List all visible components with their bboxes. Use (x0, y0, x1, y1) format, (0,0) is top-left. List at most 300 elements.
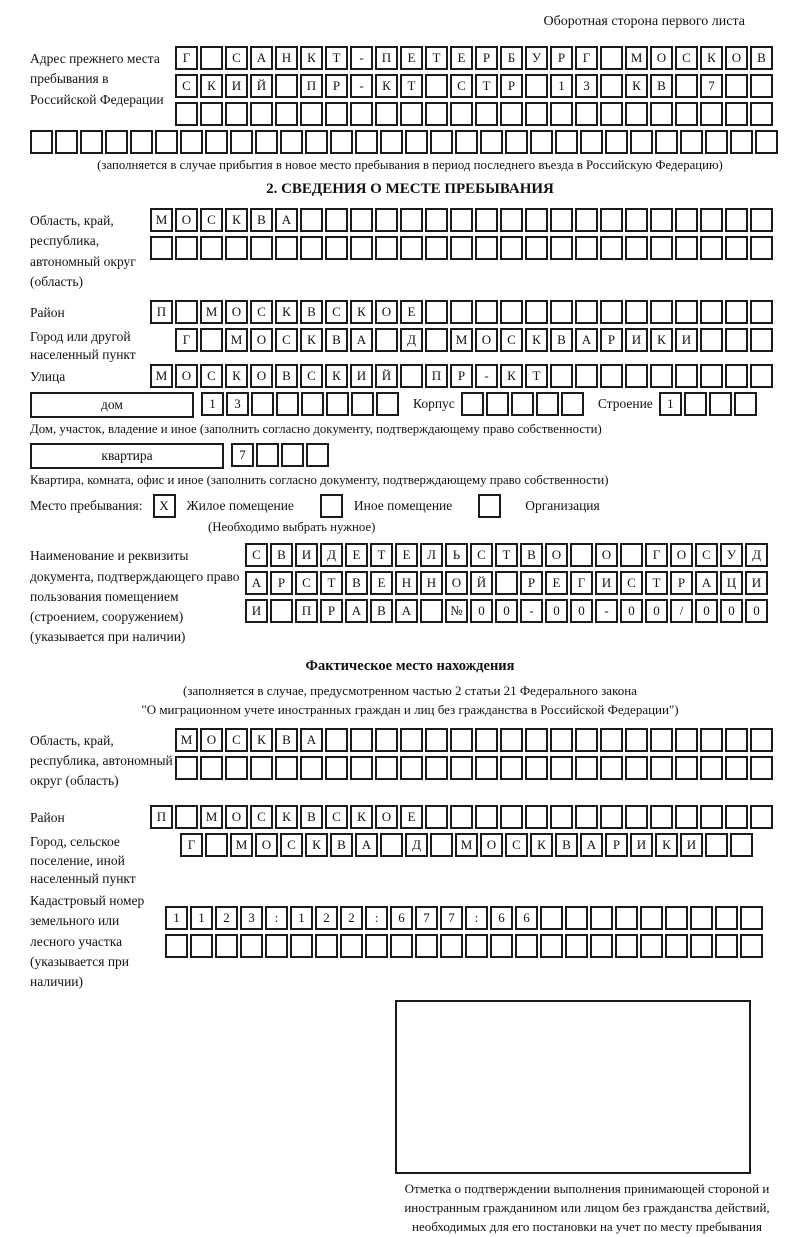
char-box[interactable] (315, 934, 338, 958)
char-box[interactable]: : (365, 906, 388, 930)
char-box[interactable]: К (350, 805, 373, 829)
char-box[interactable] (330, 130, 353, 154)
char-box[interactable]: Т (425, 46, 448, 70)
char-box[interactable] (675, 728, 698, 752)
char-box[interactable]: А (580, 833, 603, 857)
char-box[interactable]: К (250, 728, 273, 752)
char-box[interactable]: О (475, 328, 498, 352)
char-box[interactable]: 3 (226, 392, 249, 416)
char-box[interactable]: 6 (515, 906, 538, 930)
char-box[interactable]: Т (475, 74, 498, 98)
char-box[interactable] (320, 494, 343, 518)
char-box[interactable] (700, 756, 723, 780)
char-box[interactable]: С (225, 46, 248, 70)
char-box[interactable] (205, 833, 228, 857)
char-box[interactable] (540, 906, 563, 930)
char-box[interactable]: И (295, 543, 318, 567)
char-box[interactable]: Т (370, 543, 393, 567)
char-box[interactable]: О (200, 728, 223, 752)
char-box[interactable]: С (450, 74, 473, 98)
char-box[interactable]: И (625, 328, 648, 352)
char-box[interactable]: В (520, 543, 543, 567)
char-box[interactable]: Д (320, 543, 343, 567)
char-box[interactable] (684, 392, 707, 416)
char-box[interactable] (30, 130, 53, 154)
char-box[interactable] (750, 300, 773, 324)
char-box[interactable]: № (445, 599, 468, 623)
char-box[interactable]: Р (500, 74, 523, 98)
char-box[interactable] (425, 74, 448, 98)
char-box[interactable]: П (150, 805, 173, 829)
char-box[interactable] (750, 328, 773, 352)
char-box[interactable]: С (505, 833, 528, 857)
char-box[interactable] (650, 102, 673, 126)
char-box[interactable]: О (375, 805, 398, 829)
char-box[interactable] (200, 756, 223, 780)
char-box[interactable]: К (300, 328, 323, 352)
char-box[interactable] (640, 906, 663, 930)
char-box[interactable] (650, 364, 673, 388)
char-box[interactable]: 1 (190, 906, 213, 930)
char-box[interactable] (350, 236, 373, 260)
char-box[interactable]: В (300, 805, 323, 829)
char-box[interactable] (275, 756, 298, 780)
char-box[interactable]: М (455, 833, 478, 857)
char-box[interactable] (400, 102, 423, 126)
char-box[interactable]: М (200, 300, 223, 324)
char-box[interactable] (290, 934, 313, 958)
char-box[interactable] (525, 74, 548, 98)
char-box[interactable] (625, 728, 648, 752)
char-box[interactable]: М (225, 328, 248, 352)
char-box[interactable]: Т (525, 364, 548, 388)
char-box[interactable] (450, 300, 473, 324)
char-box[interactable]: Й (250, 74, 273, 98)
char-box[interactable]: К (625, 74, 648, 98)
char-box[interactable] (400, 236, 423, 260)
char-box[interactable]: А (250, 46, 273, 70)
char-box[interactable]: 3 (240, 906, 263, 930)
char-box[interactable]: И (225, 74, 248, 98)
char-box[interactable] (665, 906, 688, 930)
char-box[interactable] (565, 934, 588, 958)
char-box[interactable]: 6 (490, 906, 513, 930)
char-box[interactable] (475, 805, 498, 829)
char-box[interactable] (650, 236, 673, 260)
char-box[interactable]: 7 (415, 906, 438, 930)
char-box[interactable] (750, 208, 773, 232)
char-box[interactable] (215, 934, 238, 958)
char-box[interactable] (306, 443, 329, 467)
char-box[interactable] (350, 102, 373, 126)
char-box[interactable]: К (225, 208, 248, 232)
char-box[interactable] (380, 833, 403, 857)
char-box[interactable] (475, 300, 498, 324)
char-box[interactable] (750, 728, 773, 752)
char-box[interactable] (425, 728, 448, 752)
char-box[interactable]: К (655, 833, 678, 857)
char-box[interactable] (175, 805, 198, 829)
char-box[interactable] (275, 74, 298, 98)
char-box[interactable] (400, 728, 423, 752)
char-box[interactable]: А (300, 728, 323, 752)
char-box[interactable] (700, 328, 723, 352)
char-box[interactable] (175, 756, 198, 780)
char-box[interactable] (250, 756, 273, 780)
char-box[interactable] (725, 208, 748, 232)
char-box[interactable]: А (395, 599, 418, 623)
char-box[interactable] (486, 392, 509, 416)
char-box[interactable]: В (270, 543, 293, 567)
char-box[interactable]: В (555, 833, 578, 857)
char-box[interactable] (380, 130, 403, 154)
char-box[interactable] (575, 756, 598, 780)
char-box[interactable]: Е (345, 543, 368, 567)
char-box[interactable] (478, 494, 501, 518)
char-box[interactable] (555, 130, 578, 154)
char-box[interactable] (625, 236, 648, 260)
char-box[interactable] (200, 46, 223, 70)
char-box[interactable] (425, 208, 448, 232)
char-box[interactable] (255, 130, 278, 154)
char-box[interactable] (200, 328, 223, 352)
char-box[interactable]: П (300, 74, 323, 98)
char-box[interactable]: И (745, 571, 768, 595)
char-box[interactable] (709, 392, 732, 416)
char-box[interactable]: А (245, 571, 268, 595)
char-box[interactable] (280, 130, 303, 154)
char-box[interactable] (425, 236, 448, 260)
char-box[interactable] (675, 300, 698, 324)
char-box[interactable] (325, 756, 348, 780)
char-box[interactable]: Т (495, 543, 518, 567)
char-box[interactable]: В (275, 728, 298, 752)
char-box[interactable]: Л (420, 543, 443, 567)
char-box[interactable]: Н (275, 46, 298, 70)
char-box[interactable] (105, 130, 128, 154)
char-box[interactable] (225, 102, 248, 126)
char-box[interactable] (530, 130, 553, 154)
char-box[interactable] (350, 208, 373, 232)
char-box[interactable] (725, 328, 748, 352)
char-box[interactable] (275, 102, 298, 126)
char-box[interactable]: 1 (165, 906, 188, 930)
char-box[interactable] (500, 805, 523, 829)
char-box[interactable] (600, 102, 623, 126)
char-box[interactable] (575, 236, 598, 260)
char-box[interactable] (750, 74, 773, 98)
char-box[interactable] (475, 208, 498, 232)
char-box[interactable]: С (325, 300, 348, 324)
char-box[interactable] (615, 906, 638, 930)
char-box[interactable] (365, 934, 388, 958)
char-box[interactable] (200, 102, 223, 126)
char-box[interactable] (570, 543, 593, 567)
char-box[interactable]: М (175, 728, 198, 752)
char-box[interactable] (600, 74, 623, 98)
char-box[interactable] (200, 236, 223, 260)
char-box[interactable]: К (275, 300, 298, 324)
char-box[interactable] (750, 756, 773, 780)
char-box[interactable] (675, 74, 698, 98)
char-box[interactable] (600, 46, 623, 70)
char-box[interactable] (375, 236, 398, 260)
char-box[interactable]: К (700, 46, 723, 70)
char-box[interactable]: С (250, 300, 273, 324)
char-box[interactable] (755, 130, 778, 154)
char-box[interactable]: С (275, 328, 298, 352)
char-box[interactable]: О (255, 833, 278, 857)
char-box[interactable]: К (525, 328, 548, 352)
char-box[interactable]: К (500, 364, 523, 388)
char-box[interactable] (275, 236, 298, 260)
char-box[interactable] (190, 934, 213, 958)
char-box[interactable] (511, 392, 534, 416)
char-box[interactable]: М (230, 833, 253, 857)
char-box[interactable]: М (625, 46, 648, 70)
char-box[interactable] (450, 208, 473, 232)
char-box[interactable] (600, 364, 623, 388)
char-box[interactable] (600, 208, 623, 232)
char-box[interactable]: С (175, 74, 198, 98)
char-box[interactable]: Й (375, 364, 398, 388)
char-box[interactable] (575, 805, 598, 829)
char-box[interactable] (250, 102, 273, 126)
char-box[interactable]: Ь (445, 543, 468, 567)
char-box[interactable] (690, 906, 713, 930)
char-box[interactable]: Т (325, 46, 348, 70)
char-box[interactable]: 0 (545, 599, 568, 623)
char-box[interactable] (525, 728, 548, 752)
char-box[interactable] (640, 934, 663, 958)
char-box[interactable] (375, 208, 398, 232)
char-box[interactable] (55, 130, 78, 154)
char-box[interactable]: О (175, 208, 198, 232)
char-box[interactable]: А (695, 571, 718, 595)
char-box[interactable] (750, 236, 773, 260)
char-box[interactable]: Р (450, 364, 473, 388)
char-box[interactable] (675, 208, 698, 232)
char-box[interactable]: Е (400, 300, 423, 324)
char-box[interactable] (650, 208, 673, 232)
char-box[interactable]: М (450, 328, 473, 352)
char-box[interactable] (675, 364, 698, 388)
char-box[interactable] (350, 756, 373, 780)
char-box[interactable]: Г (175, 46, 198, 70)
char-box[interactable] (480, 130, 503, 154)
char-box[interactable] (650, 728, 673, 752)
char-box[interactable] (725, 102, 748, 126)
char-box[interactable]: А (575, 328, 598, 352)
char-box[interactable]: В (550, 328, 573, 352)
char-box[interactable] (175, 102, 198, 126)
char-box[interactable] (276, 392, 299, 416)
char-box[interactable] (675, 756, 698, 780)
char-box[interactable]: Е (450, 46, 473, 70)
char-box[interactable]: К (305, 833, 328, 857)
char-box[interactable]: С (620, 571, 643, 595)
char-box[interactable] (256, 443, 279, 467)
char-box[interactable] (625, 364, 648, 388)
char-box[interactable]: А (345, 599, 368, 623)
char-box[interactable]: 1 (290, 906, 313, 930)
char-box[interactable] (750, 805, 773, 829)
char-box[interactable] (250, 236, 273, 260)
char-box[interactable]: О (480, 833, 503, 857)
char-box[interactable]: К (200, 74, 223, 98)
char-box[interactable]: Д (745, 543, 768, 567)
char-box[interactable] (325, 102, 348, 126)
char-box[interactable]: 2 (215, 906, 238, 930)
char-box[interactable] (750, 364, 773, 388)
char-box[interactable] (600, 236, 623, 260)
char-box[interactable] (740, 934, 763, 958)
char-box[interactable] (425, 102, 448, 126)
char-box[interactable] (425, 805, 448, 829)
char-box[interactable] (301, 392, 324, 416)
char-box[interactable] (325, 236, 348, 260)
char-box[interactable]: С (280, 833, 303, 857)
char-box[interactable]: Д (405, 833, 428, 857)
char-box[interactable] (150, 236, 173, 260)
char-box[interactable]: Р (600, 328, 623, 352)
char-box[interactable] (405, 130, 428, 154)
char-box[interactable]: 7 (440, 906, 463, 930)
char-box[interactable]: У (525, 46, 548, 70)
char-box[interactable]: М (150, 364, 173, 388)
char-box[interactable]: 7 (231, 443, 254, 467)
char-box[interactable]: Е (545, 571, 568, 595)
char-box[interactable]: : (465, 906, 488, 930)
char-box[interactable]: Й (470, 571, 493, 595)
char-box[interactable]: О (250, 328, 273, 352)
char-box[interactable]: П (150, 300, 173, 324)
char-box[interactable] (630, 130, 653, 154)
char-box[interactable]: О (225, 300, 248, 324)
char-box[interactable] (650, 756, 673, 780)
char-box[interactable]: С (470, 543, 493, 567)
char-box[interactable] (625, 102, 648, 126)
char-box[interactable] (725, 728, 748, 752)
char-box[interactable] (300, 756, 323, 780)
char-box[interactable]: К (300, 46, 323, 70)
char-box[interactable]: С (295, 571, 318, 595)
char-box[interactable] (525, 805, 548, 829)
char-box[interactable]: 0 (720, 599, 743, 623)
char-box[interactable]: - (350, 46, 373, 70)
char-box[interactable] (420, 599, 443, 623)
char-box[interactable]: : (265, 906, 288, 930)
char-box[interactable]: А (350, 328, 373, 352)
char-box[interactable]: 2 (340, 906, 363, 930)
char-box[interactable]: Г (645, 543, 668, 567)
char-box[interactable] (455, 130, 478, 154)
char-box[interactable] (525, 236, 548, 260)
char-box[interactable]: Р (325, 74, 348, 98)
char-box[interactable] (450, 756, 473, 780)
char-box[interactable] (730, 130, 753, 154)
char-box[interactable]: К (275, 805, 298, 829)
char-box[interactable] (615, 934, 638, 958)
char-box[interactable] (450, 236, 473, 260)
char-box[interactable]: П (295, 599, 318, 623)
char-box[interactable] (500, 300, 523, 324)
char-box[interactable]: 1 (550, 74, 573, 98)
char-box[interactable] (130, 130, 153, 154)
char-box[interactable]: - (595, 599, 618, 623)
char-box[interactable]: Н (395, 571, 418, 595)
char-box[interactable] (680, 130, 703, 154)
char-box[interactable] (325, 208, 348, 232)
char-box[interactable] (500, 728, 523, 752)
char-box[interactable] (390, 934, 413, 958)
char-box[interactable] (230, 130, 253, 154)
char-box[interactable] (351, 392, 374, 416)
char-box[interactable]: 1 (659, 392, 682, 416)
char-box[interactable] (540, 934, 563, 958)
char-box[interactable]: С (250, 805, 273, 829)
char-box[interactable]: В (250, 208, 273, 232)
char-box[interactable]: 6 (390, 906, 413, 930)
char-box[interactable] (550, 236, 573, 260)
char-box[interactable]: М (200, 805, 223, 829)
char-box[interactable] (300, 102, 323, 126)
char-box[interactable]: Г (575, 46, 598, 70)
char-box[interactable] (505, 130, 528, 154)
char-box[interactable] (605, 130, 628, 154)
char-box[interactable]: У (720, 543, 743, 567)
char-box[interactable] (175, 300, 198, 324)
char-box[interactable] (450, 102, 473, 126)
char-box[interactable]: Р (270, 571, 293, 595)
char-box[interactable] (550, 756, 573, 780)
char-box[interactable] (251, 392, 274, 416)
char-box[interactable] (600, 728, 623, 752)
char-box[interactable] (165, 934, 188, 958)
char-box[interactable]: О (175, 364, 198, 388)
char-box[interactable] (750, 102, 773, 126)
char-box[interactable]: С (675, 46, 698, 70)
char-box[interactable] (700, 208, 723, 232)
char-box[interactable] (500, 208, 523, 232)
char-box[interactable]: С (500, 328, 523, 352)
char-box[interactable] (575, 208, 598, 232)
char-box[interactable]: О (250, 364, 273, 388)
char-box[interactable]: И (350, 364, 373, 388)
char-box[interactable] (550, 364, 573, 388)
char-box[interactable] (500, 236, 523, 260)
char-box[interactable]: 0 (495, 599, 518, 623)
char-box[interactable]: С (200, 208, 223, 232)
char-box[interactable] (225, 236, 248, 260)
char-box[interactable]: В (325, 328, 348, 352)
char-box[interactable]: С (225, 728, 248, 752)
char-box[interactable] (600, 805, 623, 829)
char-box[interactable] (730, 833, 753, 857)
char-box[interactable]: Р (475, 46, 498, 70)
char-box[interactable] (705, 833, 728, 857)
char-box[interactable] (575, 364, 598, 388)
char-box[interactable]: А (355, 833, 378, 857)
char-box[interactable]: С (200, 364, 223, 388)
char-box[interactable]: Д (400, 328, 423, 352)
char-box[interactable]: С (245, 543, 268, 567)
char-box[interactable] (450, 805, 473, 829)
char-box[interactable]: О (375, 300, 398, 324)
char-box[interactable]: Ц (720, 571, 743, 595)
char-box[interactable] (400, 208, 423, 232)
char-box[interactable] (495, 571, 518, 595)
